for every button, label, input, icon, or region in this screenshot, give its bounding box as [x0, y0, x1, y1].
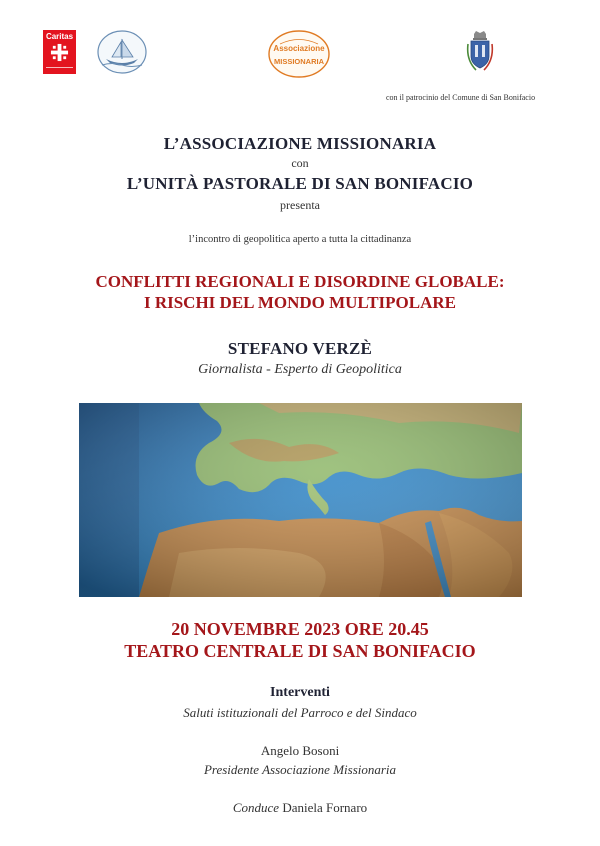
caritas-logo-text: Caritas [45, 32, 74, 41]
organizer-connector: con [291, 156, 309, 170]
cross-icon [50, 43, 69, 62]
intro-text: l’incontro di geopolitica aperto a tutta la cittadinanza [188, 234, 412, 245]
program-heading: Interventi [270, 685, 330, 700]
co-organizer-title: L’UNITÀ PASTORALE DI SAN BONIFACIO [126, 174, 474, 193]
host-line [0, 800, 600, 816]
event-venue: TEATRO CENTRALE DI SAN BONIFACIO [124, 641, 476, 661]
organizer-title: L’ASSOCIAZIONE MISSIONARIA [163, 134, 437, 153]
speaker-role: Giornalista - Esperto di Geopolitica [198, 362, 402, 377]
missionary-ship-logo [96, 29, 148, 75]
globe-photo [79, 403, 522, 597]
event-title-line2: I RISCHI DEL MONDO MULTIPOLARE [143, 293, 457, 312]
guest-name: Angelo Bosoni [260, 743, 340, 758]
caritas-logo [43, 30, 76, 74]
san-bonifacio-crest [466, 30, 494, 76]
speaker-name: STEFANO VERZÈ [227, 339, 373, 358]
guest-role: Presidente Associazione Missionaria [203, 762, 397, 777]
host-name: Daniela Fornaro [282, 800, 368, 815]
event-title-line1: CONFLITTI REGIONALI E DISORDINE GLOBALE: [95, 272, 505, 291]
presents-text: presenta [280, 198, 320, 212]
event-date-time: 20 NOVEMBRE 2023 ORE 20.45 [171, 619, 429, 639]
associazione-missionaria-logo [268, 29, 330, 79]
svg-text:MISSIONARIA: MISSIONARIA [273, 57, 325, 66]
caritas-footer-line [46, 67, 73, 71]
svg-text:Associazione: Associazione [273, 44, 325, 53]
patronage-text: con il patrocinio del Comune di San Bonifacio [386, 93, 536, 102]
program-greetings: Saluti istituzionali del Parroco e del Sindaco [183, 705, 417, 720]
host-label: Conduce [232, 800, 280, 815]
